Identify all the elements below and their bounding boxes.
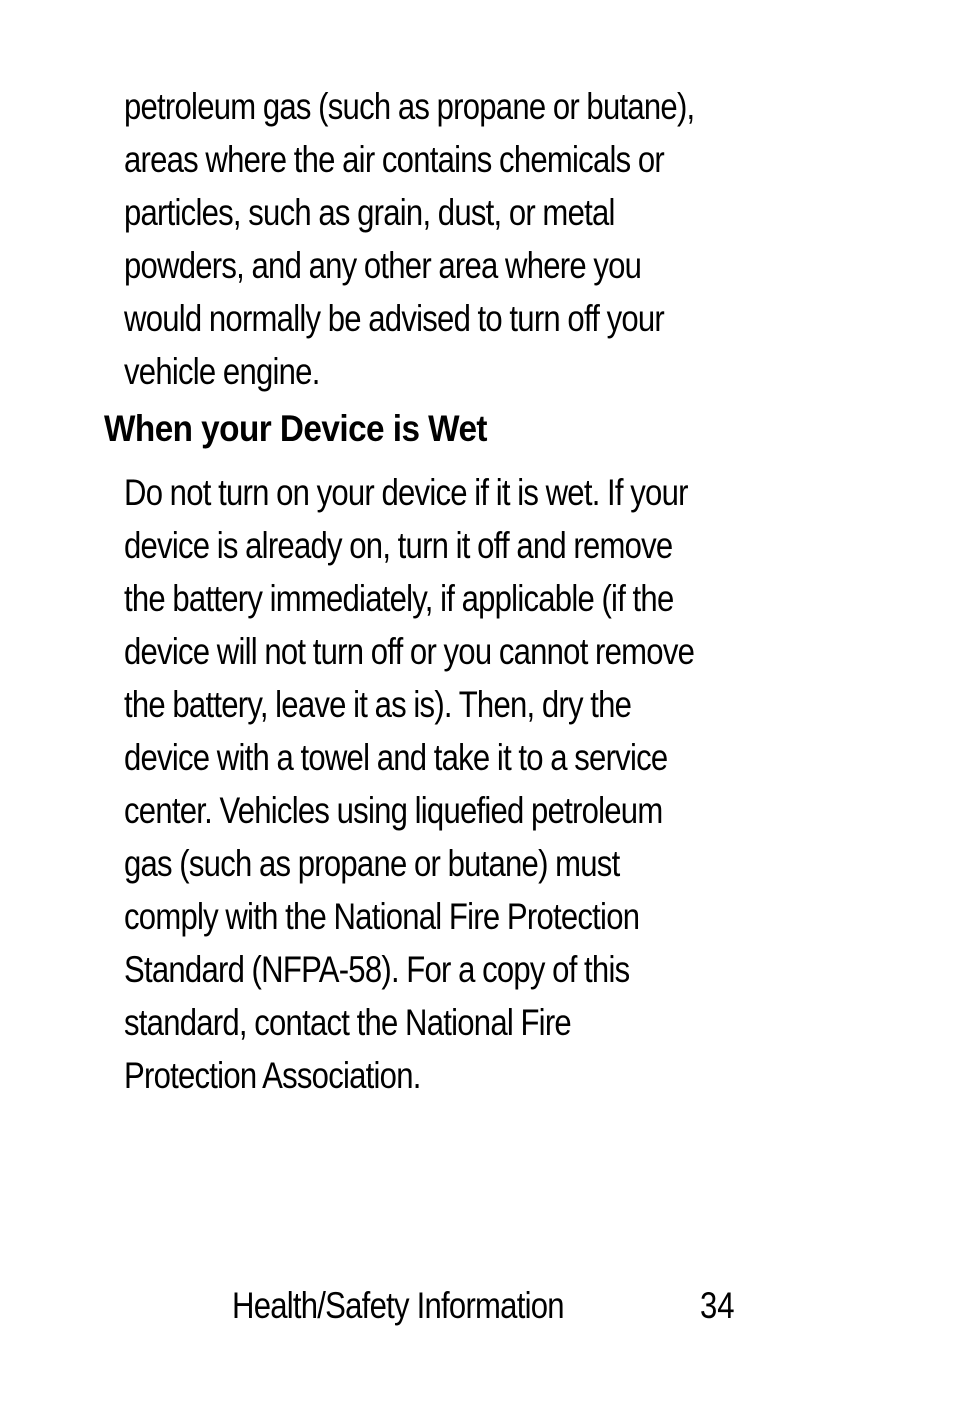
intro-paragraph xyxy=(124,80,722,398)
text-line: powders, and any other area where you xyxy=(124,245,642,286)
section-paragraph xyxy=(124,466,722,1102)
text-line: comply with the National Fire Protection xyxy=(124,896,640,937)
text-line: standard, contact the National Fire xyxy=(124,1002,571,1043)
text-line: Standard (NFPA-58). For a copy of this xyxy=(124,949,630,990)
text-line: device is already on, turn it off and remove xyxy=(124,525,673,566)
text-line: device will not turn off or you cannot remove xyxy=(124,631,695,672)
text-line: petroleum gas (such as propane or butane), xyxy=(124,86,695,127)
text-line: the battery immediately, if applicable (if the xyxy=(124,578,674,619)
text-line: would normally be advised to turn off your xyxy=(124,298,665,339)
text-line: particles, such as grain, dust, or metal xyxy=(124,192,615,233)
footer-section-title: Health/Safety Information xyxy=(232,1285,564,1326)
section-heading: When your Device is Wet xyxy=(104,408,487,449)
text-line: areas where the air contains chemicals or xyxy=(124,139,665,180)
text-line: Protection Association. xyxy=(124,1055,421,1096)
text-line: Do not turn on your device if it is wet. If your xyxy=(124,472,688,513)
text-line: the battery, leave it as is). Then, dry the xyxy=(124,684,632,725)
page-number: 34 xyxy=(700,1285,735,1326)
page-footer xyxy=(0,1281,954,1331)
text-line: center. Vehicles using liquefied petroleum xyxy=(124,790,663,831)
text-line: vehicle engine. xyxy=(124,351,320,392)
text-line: device with a towel and take it to a service xyxy=(124,737,668,778)
text-line: gas (such as propane or butane) must xyxy=(124,843,620,884)
